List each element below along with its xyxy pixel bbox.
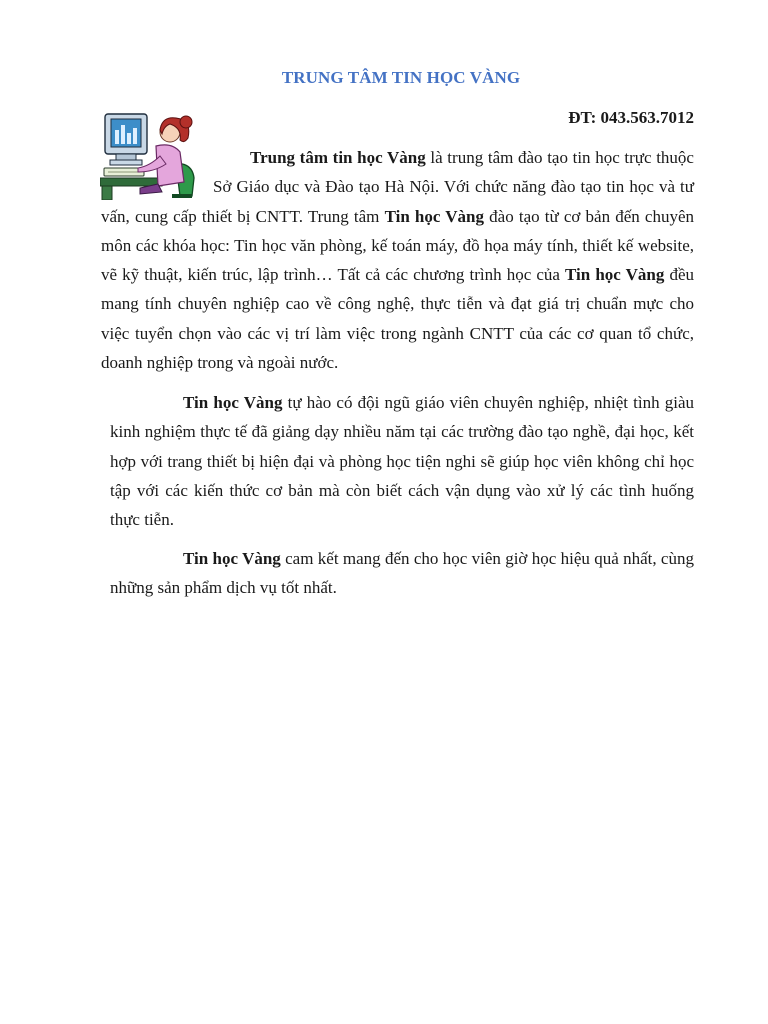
brand-name: Tin học Vàng [565,265,665,285]
brand-name: Tin học Vàng [183,549,281,568]
intro-text-a: là trung tâm đào tạo tin học trực thuộc Sở Giáo dục và Đào tạo Hà Nội. Với chức năng đào tạo tin học và tư vấn, cung cấp thiết bị CNTT. Trung tâm [101,148,694,226]
intro-text-c: đều mang tính chuyên nghiệp cao về công nghệ, thực tiễn và đạt giá trị chuẩn mực cho việc tuyển chọn vào các vị trí làm việc trong ngành CNTT của các cơ quan tổ chức, doanh nghiệp trong và ngoài nước. [101,265,694,373]
image-wrap-spacer [101,143,213,201]
teachers-text: tự hào có đội ngũ giáo viên chuyên nghiệp, nhiệt tình giàu kinh nghiệm thực tế đã giảng dạy nhiều năm tại các trường đào tạo nghề, đại học, kết hợp với trang thiết bị hiện đại và phòng học tiện nghi sẽ giúp học viên không chỉ học tập với các kiến thức cơ bản mà còn biết cách vận dụng vào xử lý các tình huống thực tiễn. [110,393,695,530]
document-title: TRUNG TÂM TIN HỌC VÀNG [281,68,521,87]
teachers-paragraph [110,388,694,534]
intro-text-b: đào tạo từ cơ bản đến chuyên môn các khóa học: Tin học văn phòng, kế toán máy, đồ họa máy tính, thiết kế website, vẽ kỹ thuật, kiến trúc, lập trình… Tất cả các chương trình học của [101,206,695,285]
brand-name: Tin học Vàng [183,393,283,412]
commitment-text: cam kết mang đến cho học viên giờ học hiệu quả nhất, cùng những sản phẩm dịch vụ tốt nhất. [110,549,694,598]
commitment-paragraph [110,544,694,603]
intro-paragraph [101,143,694,377]
phone-number: ĐT: 043.563.7012 [568,108,694,127]
brand-name-lead: Trung tâm tin học Vàng [250,148,426,167]
brand-name: Tin học Vàng [384,206,484,226]
